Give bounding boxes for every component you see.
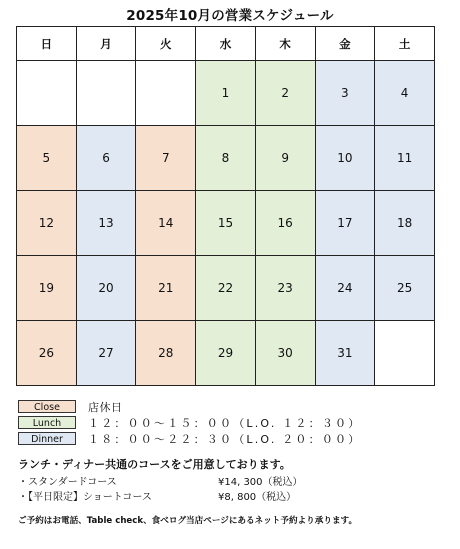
calendar-day-1: 1	[196, 61, 256, 126]
calendar-empty-cell	[136, 61, 196, 126]
calendar-day-8: 8	[196, 126, 256, 191]
calendar-day-30: 30	[255, 321, 315, 386]
calendar-day-28: 28	[136, 321, 196, 386]
calendar-day-12: 12	[17, 191, 77, 256]
course-item	[18, 475, 438, 490]
legend-lunch-desc: １２：００～１５：００（L.O. １２：３０）	[88, 416, 362, 430]
calendar-day-7: 7	[136, 126, 196, 191]
legend-dinner-desc: １８：００～２２：３０（L.O. ２０：００）	[88, 432, 362, 446]
calendar-day-5: 5	[17, 126, 77, 191]
legend-lunch-swatch: Lunch	[18, 416, 76, 429]
calendar-day-31: 31	[315, 321, 375, 386]
calendar-empty-cell	[375, 321, 435, 386]
weekday-header-row	[17, 27, 435, 61]
calendar-day-27: 27	[76, 321, 136, 386]
legend-close-swatch: Close	[18, 400, 76, 413]
calendar-day-17: 17	[315, 191, 375, 256]
calendar-day-11: 11	[375, 126, 435, 191]
calendar-day-18: 18	[375, 191, 435, 256]
calendar-day-24: 24	[315, 256, 375, 321]
calendar-day-22: 22	[196, 256, 256, 321]
weekday-fri: 金	[315, 27, 375, 61]
calendar-week-row	[17, 256, 435, 321]
calendar-day-19: 19	[17, 256, 77, 321]
calendar-week-row	[17, 61, 435, 126]
legend-close-row	[18, 399, 361, 414]
calendar-week-row	[17, 321, 435, 386]
calendar-day-3: 3	[315, 61, 375, 126]
calendar-empty-cell	[76, 61, 136, 126]
calendar-week-row	[17, 191, 435, 256]
calendar-week-row	[17, 126, 435, 191]
calendar-empty-cell	[17, 61, 77, 126]
legend-close-desc: 店休日	[88, 400, 123, 414]
calendar-day-4: 4	[375, 61, 435, 126]
reservation-note: ご予約はお電話、Table check、食べログ当店ページにあるネット予約より承ります。	[18, 516, 358, 526]
weekday-sat: 土	[375, 27, 435, 61]
calendar-day-29: 29	[196, 321, 256, 386]
weekday-sun: 日	[17, 27, 77, 61]
legend-dinner-swatch: Dinner	[18, 432, 76, 445]
weekday-thu: 木	[255, 27, 315, 61]
course-price: ¥8, 800（税込）	[218, 492, 297, 503]
weekday-wed: 水	[196, 27, 256, 61]
calendar-day-20: 20	[76, 256, 136, 321]
calendar-day-16: 16	[255, 191, 315, 256]
calendar-day-2: 2	[255, 61, 315, 126]
legend-dinner-row	[18, 431, 361, 446]
calendar-day-26: 26	[17, 321, 77, 386]
course-item	[18, 490, 438, 505]
course-info	[18, 456, 438, 505]
calendar-grid	[16, 26, 435, 386]
calendar-day-10: 10	[315, 126, 375, 191]
calendar-day-14: 14	[136, 191, 196, 256]
calendar-day-25: 25	[375, 256, 435, 321]
course-name: ・【平日限定】ショートコース	[18, 492, 152, 503]
legend	[18, 399, 361, 447]
calendar-day-21: 21	[136, 256, 196, 321]
weekday-tue: 火	[136, 27, 196, 61]
legend-lunch-row	[18, 415, 361, 430]
page-title: 2025年10月の営業スケジュール	[126, 8, 334, 24]
weekday-mon: 月	[76, 27, 136, 61]
course-heading: ランチ・ディナー共通のコースをご用意しております。	[18, 458, 291, 471]
calendar-day-15: 15	[196, 191, 256, 256]
course-price: ¥14, 300（税込）	[218, 477, 303, 488]
calendar-day-13: 13	[76, 191, 136, 256]
calendar-day-23: 23	[255, 256, 315, 321]
calendar-day-6: 6	[76, 126, 136, 191]
calendar-day-9: 9	[255, 126, 315, 191]
course-name: ・スタンダードコース	[18, 477, 117, 488]
